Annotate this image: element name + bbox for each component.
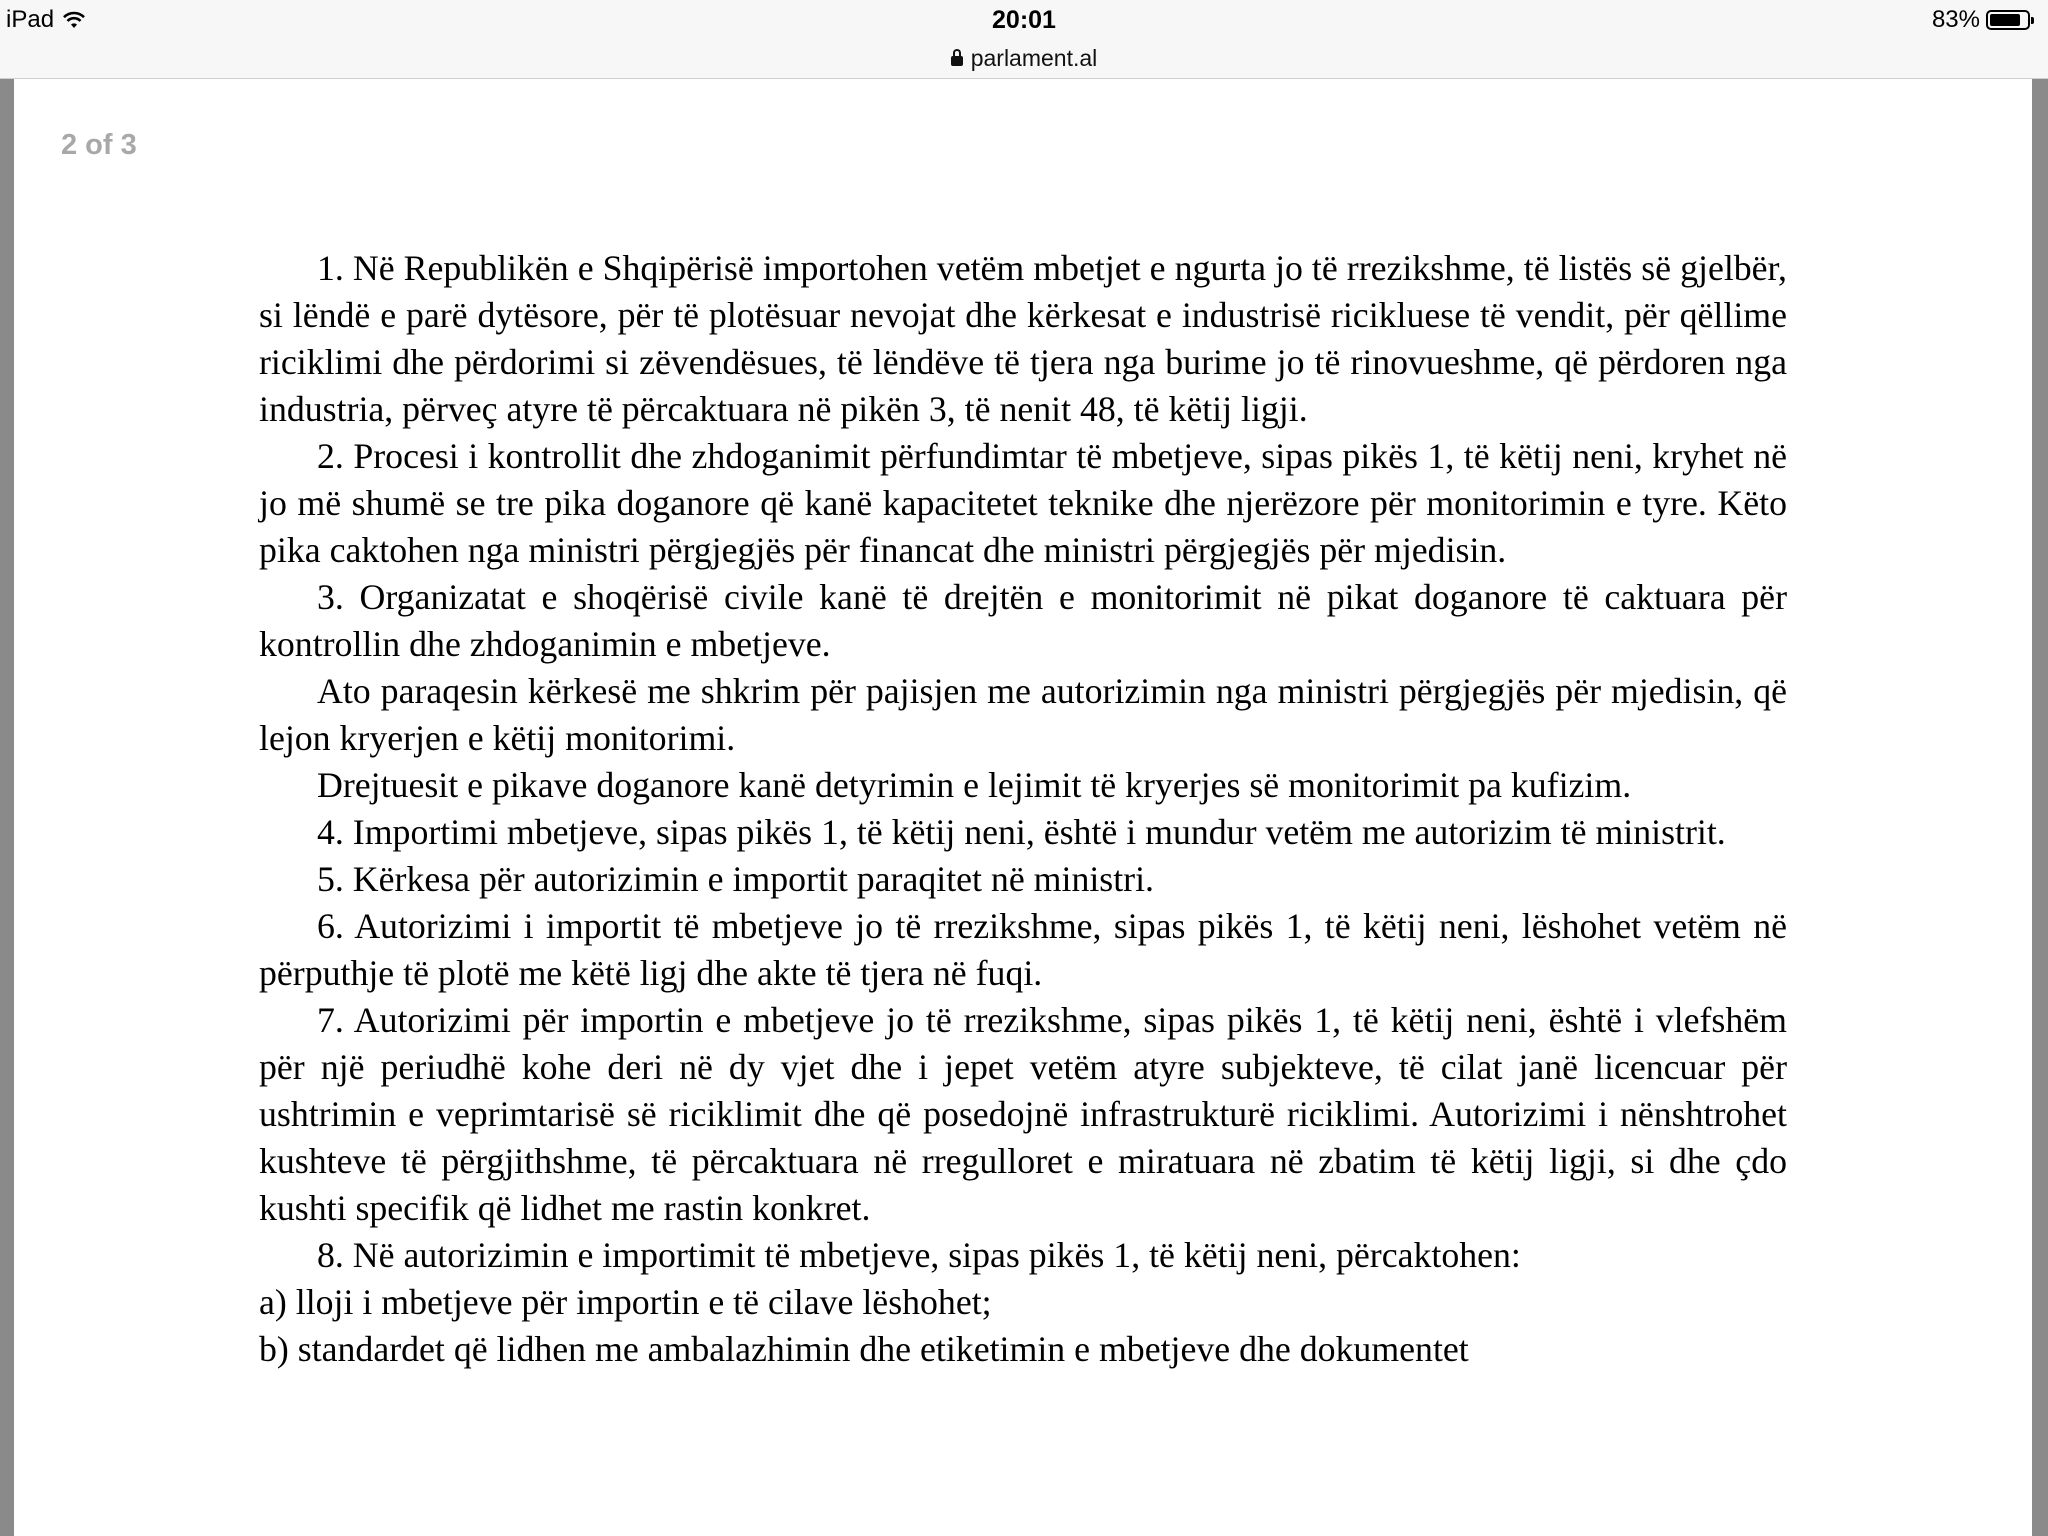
paragraph-8a: a) lloji i mbetjeve për importin e të cilave lëshohet; <box>259 1282 992 1322</box>
status-bar <box>0 0 2048 40</box>
paragraph-5: 5. Kërkesa për autorizimin e importit paraqitet në ministri. <box>317 859 1154 899</box>
paragraph-8b: b) standardet që lidhen me ambalazhimin dhe etiketimin e mbetjeve dhe dokumentet <box>259 1329 1469 1369</box>
document-page[interactable] <box>14 79 2032 1536</box>
paragraph-4: 4. Importimi mbetjeve, sipas pikës 1, të këtij neni, është i mundur vetëm me autorizim të ministrit. <box>317 812 1726 852</box>
battery-icon <box>1986 10 2030 30</box>
status-right <box>1932 6 2030 34</box>
paragraph-8: 8. Në autorizimin e importimit të mbetjeve, sipas pikës 1, të këtij neni, përcaktohen: <box>317 1235 1521 1275</box>
paragraph-3b: Drejtuesit e pikave doganore kanë detyrimin e lejimit të kryerjes së monitorimit pa kufizim. <box>317 765 1632 805</box>
paragraph-1: 1. Në Republikën e Shqipërisë importohen vetëm mbetjet e ngurta jo të rrezikshme, të listës së gjelbër, si lëndë e parë dytësore, për të plotësuar nevojat dhe kërkesat e industrisë ricikluese të vendit, për qëllime riciklimi dhe përdorimi si zëvendësues, të lëndëve të tjera nga burime jo të rinovueshme, që përdoren nga industria, përveç atyre të përcaktuara në pikën 3, të nenit 48, të këtij ligji. <box>259 248 1787 429</box>
clock: 20:01 <box>992 6 1056 34</box>
url-display[interactable] <box>951 43 1098 73</box>
lock-icon <box>951 56 963 66</box>
paragraph-3: 3. Organizatat e shoqërisë civile kanë të drejtën e monitorimit në pikat doganore të caktuara për kontrollin dhe zhdoganimin e mbetjeve. <box>259 577 1787 664</box>
document-text <box>259 245 1787 1373</box>
pdf-viewer[interactable] <box>0 79 2048 1536</box>
device-name: iPad <box>6 6 55 33</box>
paragraph-3a: Ato paraqesin kërkesë me shkrim për pajisjen me autorizimin nga ministri përgjegjës për mjedisin, që lejon kryerjen e këtij monitorimi. <box>259 671 1787 758</box>
battery-level <box>1990 14 2020 26</box>
url-text[interactable]: parlament.al <box>970 45 1098 71</box>
address-bar[interactable] <box>0 40 2048 79</box>
page-indicator: 2 of 3 <box>61 129 137 161</box>
battery-percent: 83% <box>1931 6 1980 33</box>
paragraph-2: 2. Procesi i kontrollit dhe zhdoganimit përfundimtar të mbetjeve, sipas pikës 1, të këtij neni, kryhet në jo më shumë se tre pika doganore që kanë kapacitetet teknike dhe njerëzore për monitorimin e tyre. Këto pika caktohen nga ministri përgjegjës për financat dhe ministri përgjegjës për mjedisin. <box>259 436 1787 570</box>
paragraph-7: 7. Autorizimi për importin e mbetjeve jo të rrezikshme, sipas pikës 1, të këtij neni, është i vlefshëm për një periudhë kohe deri në dy vjet dhe i jepet vetëm atyre subjekteve, të cilat janë licencuar për ushtrimin e veprimtarisë së riciklimit dhe që posedojnë infrastrukturë riciklimi. Autorizimi i nënshtrohet kushteve të përgjithshme, të përcaktuara në rregulloret e miratuara në zbatim të këtij ligji, si dhe çdo kushti specifik që lidhet me rastin konkret. <box>259 1000 1787 1228</box>
paragraph-6: 6. Autorizimi i importit të mbetjeve jo të rrezikshme, sipas pikës 1, të këtij neni, lëshohet vetëm në përputhje të plotë me këtë ligj dhe akte të tjera në fuqi. <box>259 906 1787 993</box>
